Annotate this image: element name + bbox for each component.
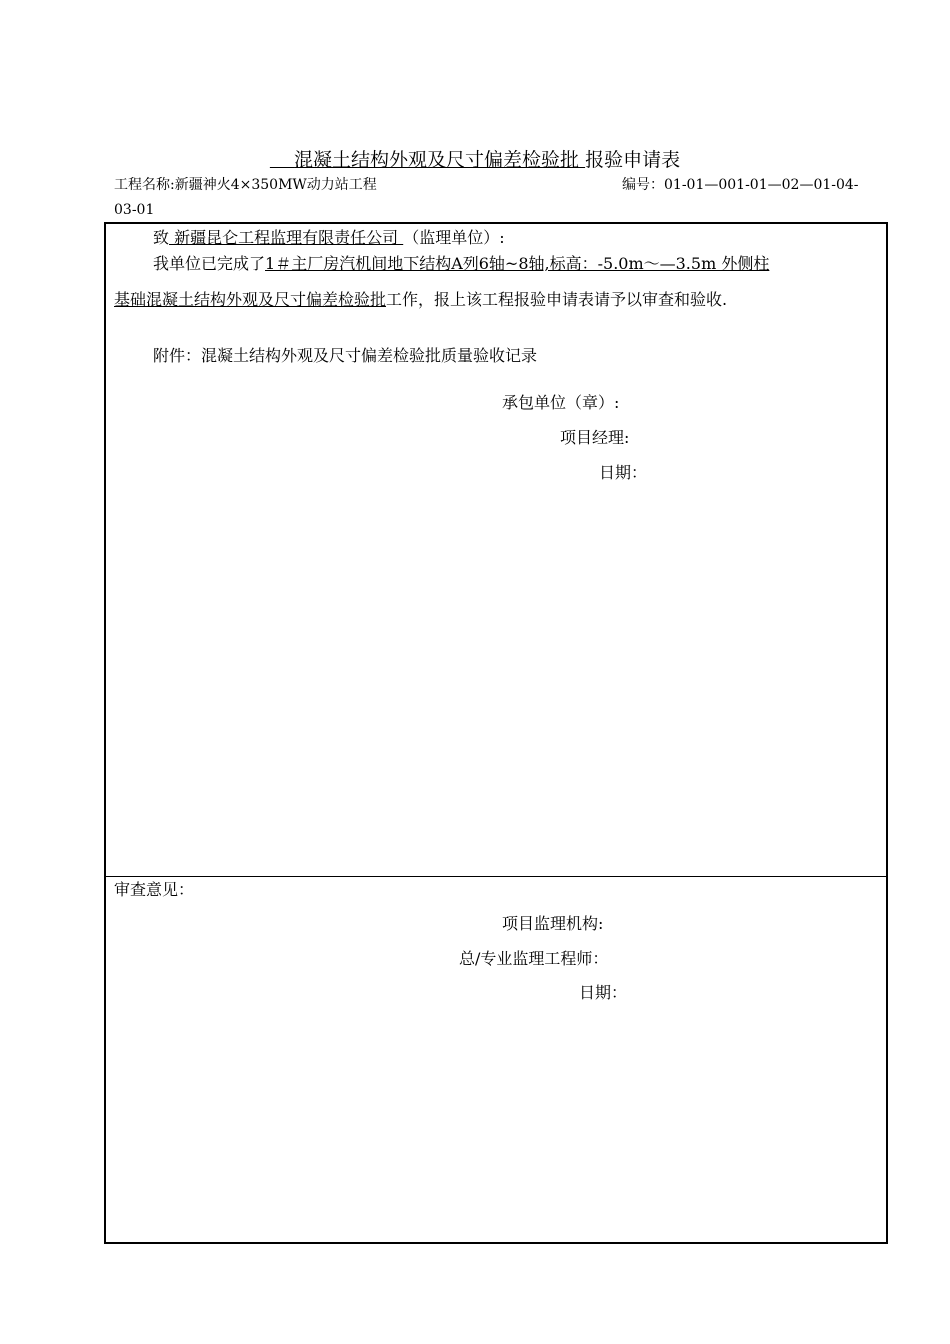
attachment-text: 混凝土结构外观及尺寸偏差检验批质量验收记录 (201, 346, 538, 365)
supervisor-suffix: （监理单位）: (403, 228, 505, 247)
attachment-label: 附件： (153, 346, 202, 365)
body-line-1 (153, 253, 769, 275)
addressee-line (153, 227, 505, 249)
body-suffix: 工作，报上该工程报验申请表请予以审查和验收. (386, 290, 728, 309)
number-label: 编号： (622, 177, 664, 193)
document-number-line (622, 176, 859, 194)
project-name-line (114, 176, 377, 194)
application-form (104, 222, 888, 1244)
contractor-label: 承包单位（章）: (502, 393, 620, 412)
supervising-engineer-label: 总/专业监理工程师： (459, 949, 609, 968)
body-prefix: 我单位已完成了 (153, 254, 266, 273)
project-label: 工程名称: (114, 177, 175, 193)
work-item-part1: 1＃主厂房汽机间地下结构A列6轴~8轴,标高：-5.0m～—3.5m 外侧柱 (265, 254, 770, 273)
application-date-label: 日期： (599, 463, 648, 482)
work-item-part2: 基础混凝土结构外观及尺寸偏差检验批 (114, 290, 387, 309)
title-prefix (270, 149, 294, 171)
document-title (0, 147, 950, 173)
body-line-2 (114, 289, 727, 311)
section-divider (106, 876, 886, 877)
review-opinion-label: 审查意见： (114, 880, 195, 899)
supervisor-company: 新疆昆仑工程监理有限责任公司 (169, 228, 404, 247)
attachment-line (153, 345, 537, 367)
review-date-label: 日期： (579, 983, 628, 1002)
title-underlined: 混凝土结构外观及尺寸偏差检验批 (294, 149, 586, 171)
to-label: 致 (153, 228, 170, 247)
title-suffix: 报验申请表 (585, 149, 681, 171)
supervision-agency-label: 项目监理机构: (502, 914, 604, 933)
document-number-continuation: 03-01 (114, 202, 155, 218)
project-name: 新疆神火4×350MW动力站工程 (174, 177, 377, 193)
number-value: 01-01—001-01—02—01-04- (664, 177, 859, 193)
project-manager-label: 项目经理: (560, 428, 630, 447)
